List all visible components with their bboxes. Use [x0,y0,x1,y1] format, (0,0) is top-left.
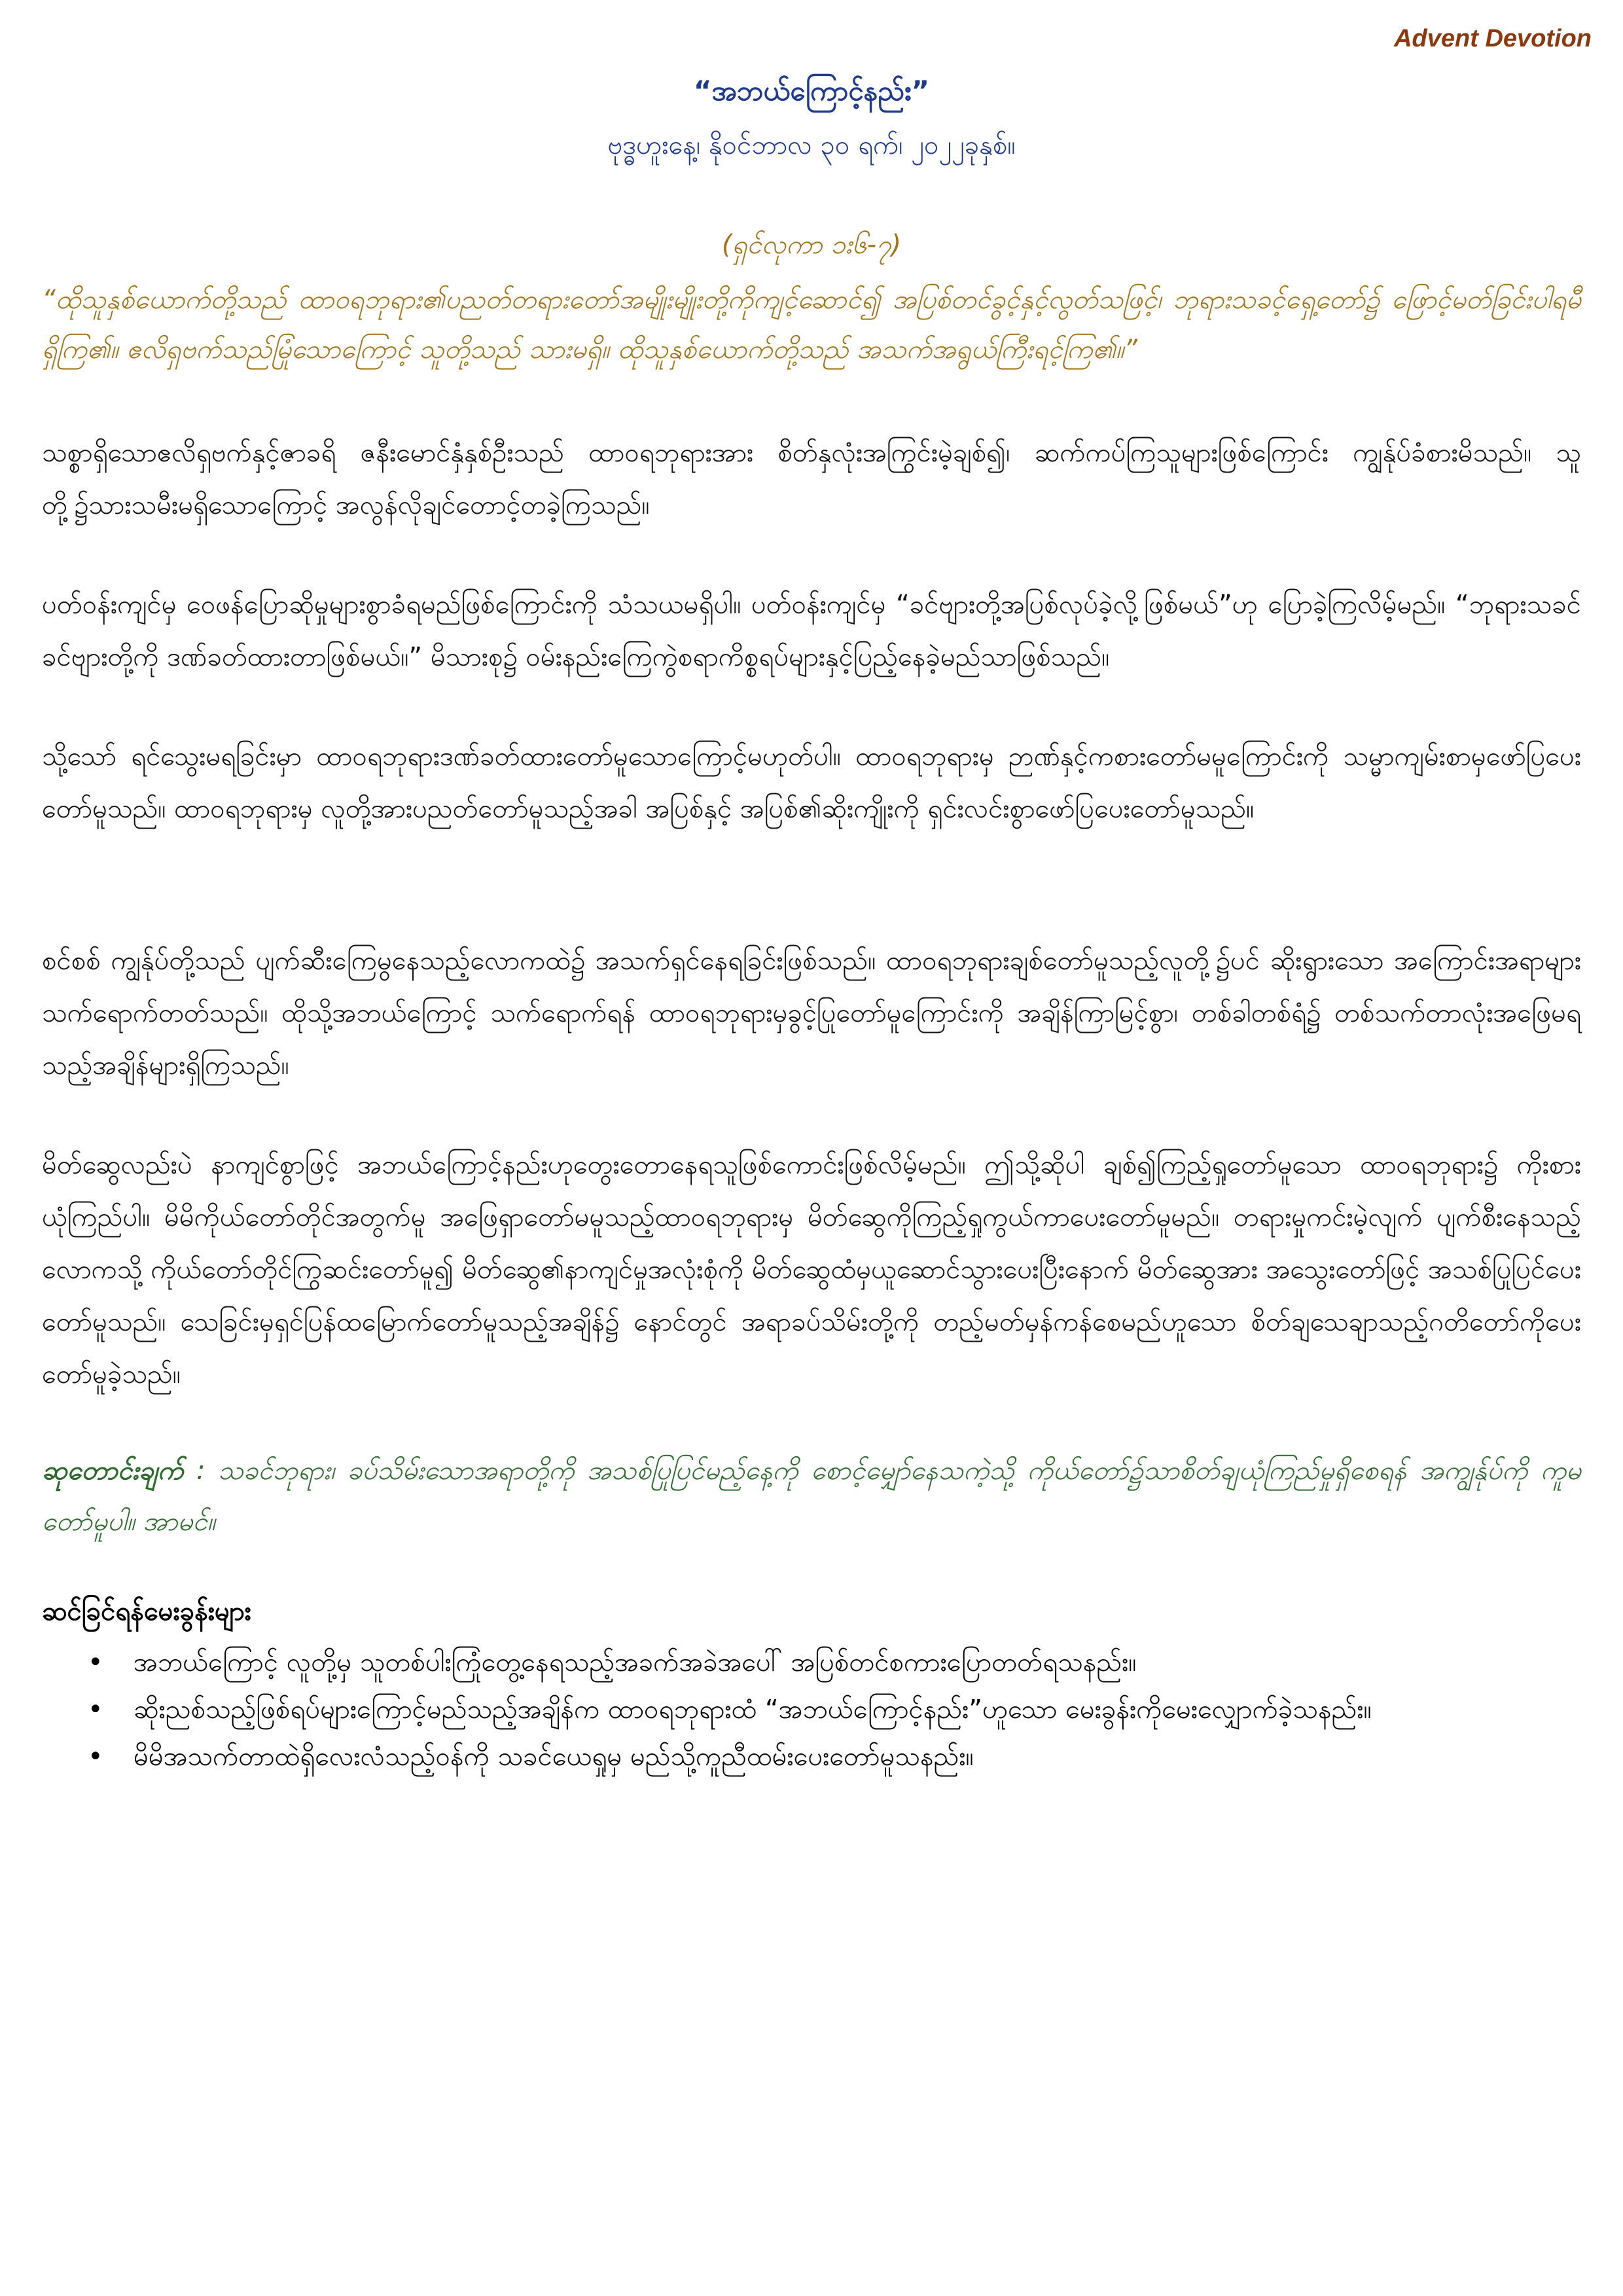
page-title: “အဘယ်ကြောင့်နည်း” [693,75,930,107]
scripture-text: “ထိုသူနှစ်ယောက်တို့သည် ထာဝရဘုရား၏ပညတ်တရားတော်အမျိုးမျိုးတို့ကိုကျင့်ဆောင်၍ အပြစ်တင်ခွင့်နှင့်လွတ်သဖြင့်၊ ဘုရားသခင့်ရှေ့တော်၌ ဖြောင့်မတ်ခြင်းပါရမီရှိကြ၏။ ဧလိရှဗက်သည်မြုံသောကြောင့် သူတို့သည် သားမရှိ။ ထိုသူနှစ်ယောက်တို့သည် အသက်အရွယ်ကြီးရင့်ကြ၏။” [42,285,1581,365]
scripture-reference: (ရှင်လုကာ ၁း၆-၇) [721,230,902,260]
paragraph-3: သို့သော် ရင်သွေးမရခြင်းမှာ ထာဝရဘုရားဒဏ်ခတ်ထားတော်မူသောကြောင့်မဟုတ်ပါ။ ထာဝရဘုရားမှ ဉာဏ်နှင့်ကစားတော်မမူကြောင်းကို သမ္မာကျမ်းစာမှဖော်ပြပေးတော်မူသည်။ ထာဝရဘုရားမှ လူတို့အားပညတ်တော်မူသည့်အခါ အပြစ်နှင့် အပြစ်၏ဆိုးကျိုးကို ရှင်းလင်းစွာဖော်ပြပေးတော်မူသည်။ [42,742,1581,824]
question-text: မိမိအသက်တာထဲရှိလေးလံသည့်ဝန်ကို သခင်ယေရှုမှ မည်သို့ကူညီထမ်းပေးတော်မူသနည်း။ [134,1742,974,1772]
paragraph-4: စင်စစ် ကျွန်ုပ်တို့သည် ပျက်ဆီးကြေမွနေသည့်လောကထဲ၌ အသက်ရှင်နေရခြင်းဖြစ်သည်။ ထာဝရဘုရားချစ်တော်မူသည့်လူတို့၌ပင် ဆိုးရွားသော အကြောင်းအရာများသက်ရောက်တတ်သည်။ ထိုသို့အဘယ်ကြောင့် သက်ရောက်ရန် ထာဝရဘုရားမှခွင့်ပြုတော်မူကြောင်းကို အချိန်ကြာမြင့်စွာ၊ တစ်ခါတစ်ရံ၌ တစ်သက်တာလုံးအဖြေမရသည့်အချိန်များရှိကြသည်။ [42,946,1581,1081]
list-item [42,1639,1581,1686]
question-text: ဆိုးညစ်သည့်ဖြစ်ရပ်များကြောင့်မည်သည့်အချိန်က ထာဝရဘုရားထံ “အဘယ်ကြောင့်နည်း”ဟူသော မေးခွန်းကိုမေးလျှောက်ခဲ့သနည်း။ [134,1695,1372,1725]
bullet-icon: • [88,1647,103,1677]
questions-list [42,1639,1581,1780]
prayer-text: : သခင်ဘုရား၊ ခပ်သိမ်းသောအရာတို့ကို အသစ်ပြုပြင်မည့်နေ့ကို စောင့်မျှော်နေသကဲ့သို့ ကိုယ်တော်၌သာစိတ်ချယုံကြည်မှုရှိစေရန် အကျွန်ုပ်ကို ကူမတော်မူပါ။ အာမင်။ [42,1456,1581,1537]
paragraph-1: သစ္စာရှိသောဧလိရှဗက်နှင့်ဇာခရိ ဇနီးမောင်နှံနှစ်ဦးသည် ထာဝရဘုရားအား စိတ်နှလုံးအကြွင်းမဲ့ချစ်၍၊ ဆက်ကပ်ကြသူများဖြစ်ကြောင်း ကျွန်ုပ်ခံစားမိသည်။ သူတို့၌သားသမီးမရှိသောကြောင့် အလွန်လိုချင်တောင့်တခဲ့ကြသည်။ [42,438,1581,520]
prayer-label: ဆုတောင်းချက် [42,1456,184,1486]
questions-heading: ဆင်ခြင်ရန်မေးခွန်းများ [42,1596,251,1626]
list-item [42,1686,1581,1733]
paragraph-5: မိတ်ဆွေလည်းပဲ နာကျင်စွာဖြင့် အဘယ်ကြောင့်နည်းဟုတွေးတောနေရသူဖြစ်ကောင်းဖြစ်လိမ့်မည်။ ဤသို့ဆိုပါ ချစ်၍ကြည့်ရှုတော်မူသော ထာဝရဘုရား၌ ကိုးစားယုံကြည်ပါ။ မိမိကိုယ်တော်တိုင်အတွက်မူ အဖြေရှာတော်မမူသည့်ထာဝရဘုရားမှ မိတ်ဆွေကိုကြည့်ရှုကွယ်ကာပေးတော်မူမည်။ တရားမှုကင်းမဲ့လျက် ပျက်စီးနေသည့်လောကသို့ ကိုယ်တော်တိုင်ကြွဆင်းတော်မူ၍ မိတ်ဆွေ၏နာကျင်မှုအလုံးစုံကို မိတ်ဆွေထံမှယူဆောင်သွားပေးပြီးနောက် မိတ်ဆွေအား အသွေးတော်ဖြင့် အသစ်ပြုပြင်ပေးတော်မူသည်။ သေခြင်းမှရှင်ပြန်ထမြောက်တော်မူသည့်အချိန်၌ နောင်တွင် အရာခပ်သိမ်းတို့ကို တည့်မတ်မှန်ကန်စေမည်ဟူသော စိတ်ချသေချာသည့်ဂတိတော်ကိုပေးတော်မူခဲ့သည်။ [42,1150,1581,1390]
date-line: ဗုဒ္ဓဟူးနေ့၊ နိုဝင်ဘာလ ၃၀ ရက်၊ ၂၀၂၂ခုနှစ်။ [607,130,1016,160]
list-item [42,1733,1581,1780]
series-tag: Advent Devotion [1394,25,1592,52]
paragraph-2: ပတ်ဝန်းကျင်မှ ဝေဖန်ပြောဆိုမှုများစွာခံရမည်ဖြစ်ကြောင်းကို သံသယမရှိပါ။ ပတ်ဝန်းကျင်မှ “ခင်ဗျားတို့အပြစ်လုပ်ခဲ့လို့ဖြစ်မယ်”ဟု ပြောခဲ့ကြလိမ့်မည်။ “ဘုရားသခင် ခင်ဗျားတို့ကို ဒဏ်ခတ်ထားတာဖြစ်မယ်။” မိသားစု၌ ဝမ်းနည်းကြေကွဲစရာကိစ္စရပ်များနှင့်ပြည့်နေခဲ့မည်သာဖြစ်သည်။ [42,590,1581,672]
bullet-icon: • [88,1695,103,1725]
bullet-icon: • [88,1742,103,1772]
prayer [42,1445,1581,1547]
question-text: အဘယ်ကြောင့် လူတို့မှ သူတစ်ပါးကြုံတွေ့နေရသည့်အခက်အခဲအပေါ် အပြစ်တင်စကားပြောတတ်ရသနည်း။ [134,1647,1137,1677]
